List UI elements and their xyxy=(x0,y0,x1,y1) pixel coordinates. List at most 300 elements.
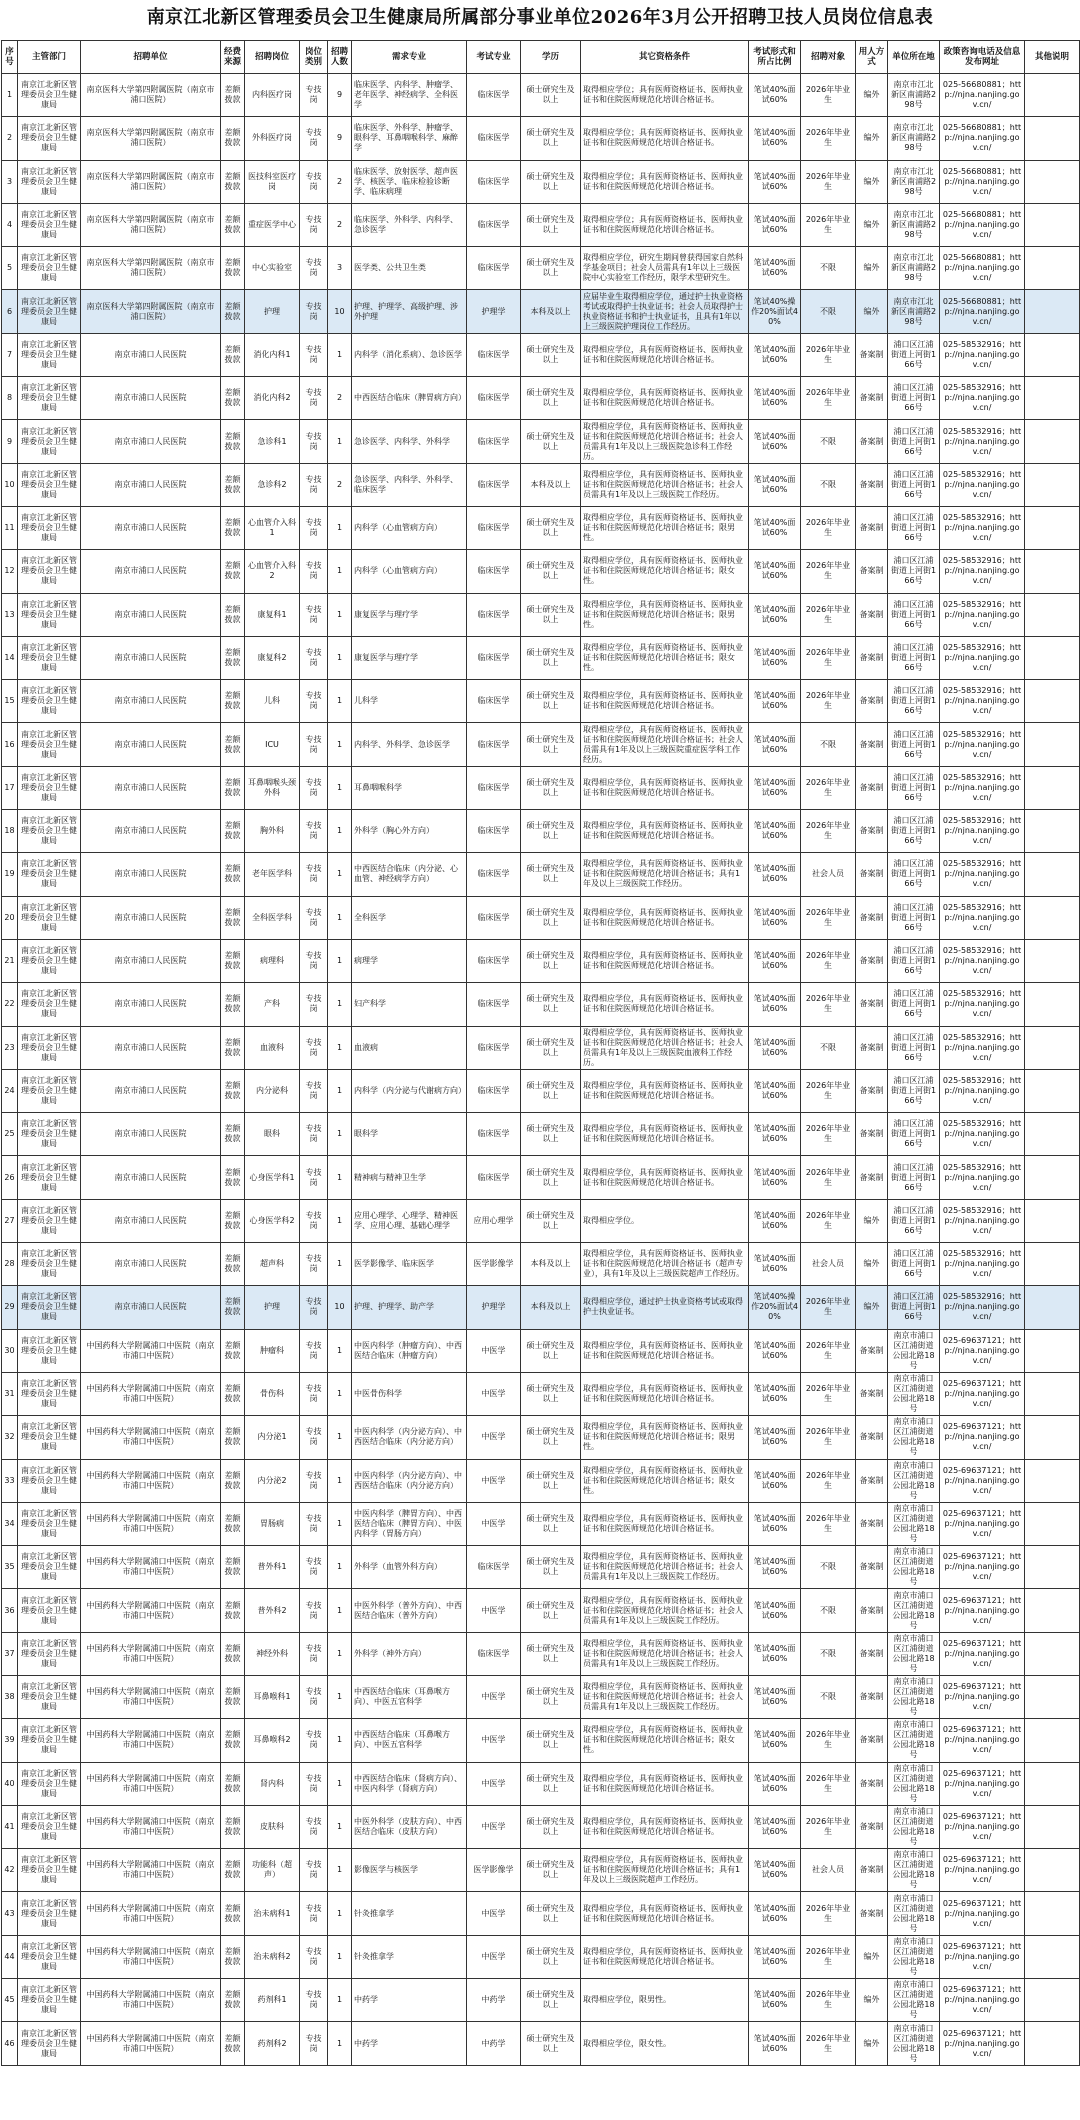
table-cell-col-department: 南京江北新区管理委员会卫生健康局 xyxy=(18,810,81,853)
table-row xyxy=(2,1069,1080,1112)
table-cell-col-location: 浦口区江浦街道上河街166号 xyxy=(888,1199,940,1242)
table-cell-col-index: 27 xyxy=(2,1199,18,1242)
table-cell-col-position: 外科医疗岗 xyxy=(245,117,300,160)
table-row xyxy=(2,593,1080,636)
table-cell-col-location: 南京市浦口区江浦街道公园北路18号 xyxy=(888,1502,940,1545)
table-cell-col-position: 治未病科1 xyxy=(245,1892,300,1935)
table-cell-col-index: 37 xyxy=(2,1632,18,1675)
table-cell-col-index: 40 xyxy=(2,1762,18,1805)
table-cell-col-employment: 备案制 xyxy=(856,1113,888,1156)
table-cell-col-index: 11 xyxy=(2,506,18,549)
table-cell-col-employment: 编外 xyxy=(856,1979,888,2022)
table-cell-col-exam-format: 笔试40%面试60% xyxy=(749,74,801,117)
table-header-col-target: 招聘对象 xyxy=(801,41,856,74)
table-cell-col-position: 儿科 xyxy=(245,680,300,723)
table-cell-col-major: 影像医学与核医学 xyxy=(352,1849,467,1892)
table-cell-col-count: 1 xyxy=(328,593,352,636)
table-cell-col-funding: 差额拨款 xyxy=(221,1979,245,2022)
table-cell-col-target: 2026年毕业生 xyxy=(801,1762,856,1805)
table-cell-col-count: 1 xyxy=(328,333,352,376)
table-cell-col-count: 1 xyxy=(328,1372,352,1415)
table-cell-col-exam-major: 临床医学 xyxy=(467,723,521,766)
table-row xyxy=(2,1849,1080,1892)
table-cell-col-index: 41 xyxy=(2,1805,18,1848)
table-cell-col-major: 中西医结合临床（内分泌、心血管、神经病学方向） xyxy=(352,853,467,896)
table-cell-col-position: 心身医学科1 xyxy=(245,1156,300,1199)
table-cell-col-unit: 中国药科大学附属浦口中医院（南京市浦口中医院） xyxy=(81,1762,221,1805)
table-cell-col-major: 中西医结合临床（耳鼻喉方向）、中医五官科学 xyxy=(352,1719,467,1762)
table-cell-col-education: 硕士研究生及以上 xyxy=(521,1416,581,1459)
table-cell-col-education: 本科及以上 xyxy=(521,290,581,333)
table-row xyxy=(2,680,1080,723)
table-cell-col-target: 不限 xyxy=(801,1546,856,1589)
table-cell-col-exam-major: 临床医学 xyxy=(467,1546,521,1589)
table-cell-col-location: 南京市江北新区南浦路298号 xyxy=(888,160,940,203)
table-cell-col-funding: 差额拨款 xyxy=(221,506,245,549)
table-cell-col-position-type: 专技岗 xyxy=(300,463,328,506)
table-cell-col-position-type: 专技岗 xyxy=(300,1546,328,1589)
table-cell-col-exam-major: 中医学 xyxy=(467,1805,521,1848)
table-cell-col-index: 10 xyxy=(2,463,18,506)
table-cell-col-qualifications: 应届毕业生取得相应学位，通过护士执业资格考试或取得护士执业证书；社会人员取得护士执业资格证书和护士执业证书，且具有1年以上三级医院护理岗位工作经历。 xyxy=(581,290,749,333)
table-row xyxy=(2,1675,1080,1718)
table-header-col-contact: 政策咨询电话及信息发布网址 xyxy=(940,41,1025,74)
table-cell-col-major: 急诊医学、内科学、外科学、临床医学 xyxy=(352,463,467,506)
table-cell-col-notes xyxy=(1025,203,1080,246)
table-cell-col-position-type: 专技岗 xyxy=(300,550,328,593)
table-row xyxy=(2,377,1080,420)
table-cell-col-funding: 差额拨款 xyxy=(221,117,245,160)
table-header-col-position: 招聘岗位 xyxy=(245,41,300,74)
table-cell-col-count: 1 xyxy=(328,636,352,679)
table-cell-col-education: 硕士研究生及以上 xyxy=(521,939,581,982)
table-cell-col-department: 南京江北新区管理委员会卫生健康局 xyxy=(18,939,81,982)
table-cell-col-qualifications: 取得相应学位，具有医师资格证书、医师执业证书和住院医师规范化培训合格证书；限男性。 xyxy=(581,593,749,636)
table-cell-col-education: 硕士研究生及以上 xyxy=(521,1069,581,1112)
table-cell-col-notes xyxy=(1025,1632,1080,1675)
table-cell-col-index: 44 xyxy=(2,1935,18,1978)
table-cell-col-count: 1 xyxy=(328,766,352,809)
table-cell-col-department: 南京江北新区管理委员会卫生健康局 xyxy=(18,1243,81,1286)
table-cell-col-position: 消化内科1 xyxy=(245,333,300,376)
table-cell-col-employment: 备案制 xyxy=(856,1372,888,1415)
table-cell-col-position-type: 专技岗 xyxy=(300,1589,328,1632)
table-cell-col-position: 心身医学科2 xyxy=(245,1199,300,1242)
table-cell-col-employment: 备案制 xyxy=(856,1416,888,1459)
table-cell-col-funding: 差额拨款 xyxy=(221,1762,245,1805)
table-cell-col-target: 社会人员 xyxy=(801,1243,856,1286)
table-row xyxy=(2,1329,1080,1372)
table-cell-col-education: 硕士研究生及以上 xyxy=(521,1719,581,1762)
table-cell-col-position: 血液科 xyxy=(245,1026,300,1069)
table-cell-col-position-type: 专技岗 xyxy=(300,1762,328,1805)
table-cell-col-contact: 025-69637121；http://njna.nanjing.gov.cn/ xyxy=(940,1416,1025,1459)
table-cell-col-notes xyxy=(1025,680,1080,723)
table-cell-col-employment: 备案制 xyxy=(856,1459,888,1502)
table-cell-col-position: 内分泌2 xyxy=(245,1459,300,1502)
table-cell-col-target: 2026年毕业生 xyxy=(801,74,856,117)
table-cell-col-unit: 南京市浦口人民医院 xyxy=(81,939,221,982)
table-cell-col-target: 2026年毕业生 xyxy=(801,1329,856,1372)
table-cell-col-exam-major: 临床医学 xyxy=(467,939,521,982)
table-cell-col-qualifications: 取得相应学位，具有医师资格证书、医师执业证书和住院医师规范化培训合格证书（超声专业），具有1年及以上三级医院超声工作经历。 xyxy=(581,1243,749,1286)
table-cell-col-notes xyxy=(1025,1156,1080,1199)
table-cell-col-contact: 025-58532916；http://njna.nanjing.gov.cn/ xyxy=(940,1113,1025,1156)
table-cell-col-department: 南京江北新区管理委员会卫生健康局 xyxy=(18,1892,81,1935)
table-cell-col-location: 南京市浦口区江浦街道公园北路18号 xyxy=(888,1719,940,1762)
table-cell-col-target: 不限 xyxy=(801,420,856,463)
table-cell-col-location: 南京市浦口区江浦街道公园北路18号 xyxy=(888,1762,940,1805)
table-cell-col-major: 中医内科学（肿瘤方向）、中西医结合临床（肿瘤方向） xyxy=(352,1329,467,1372)
table-cell-col-employment: 备案制 xyxy=(856,723,888,766)
table-cell-col-qualifications: 取得相应学位，具有医师资格证书、医师执业证书和住院医师规范化培训合格证书。 xyxy=(581,896,749,939)
table-cell-col-employment: 备案制 xyxy=(856,1156,888,1199)
table-cell-col-contact: 025-58532916；http://njna.nanjing.gov.cn/ xyxy=(940,636,1025,679)
table-cell-col-employment: 编外 xyxy=(856,1935,888,1978)
table-cell-col-notes xyxy=(1025,420,1080,463)
table-cell-col-education: 硕士研究生及以上 xyxy=(521,1935,581,1978)
table-cell-col-location: 浦口区江浦街道上河街166号 xyxy=(888,636,940,679)
table-row xyxy=(2,1372,1080,1415)
table-cell-col-count: 1 xyxy=(328,1502,352,1545)
table-cell-col-employment: 备案制 xyxy=(856,1805,888,1848)
table-cell-col-exam-format: 笔试40%面试60% xyxy=(749,2022,801,2065)
table-cell-col-major: 全科医学 xyxy=(352,896,467,939)
table-cell-col-exam-major: 临床医学 xyxy=(467,1632,521,1675)
table-cell-col-employment: 编外 xyxy=(856,247,888,290)
table-cell-col-notes xyxy=(1025,1892,1080,1935)
table-cell-col-target: 2026年毕业生 xyxy=(801,766,856,809)
table-cell-col-contact: 025-58532916；http://njna.nanjing.gov.cn/ xyxy=(940,377,1025,420)
table-header-col-department: 主管部门 xyxy=(18,41,81,74)
table-cell-col-unit: 南京市浦口人民医院 xyxy=(81,550,221,593)
table-cell-col-department: 南京江北新区管理委员会卫生健康局 xyxy=(18,853,81,896)
table-cell-col-unit: 中国药科大学附属浦口中医院（南京市浦口中医院） xyxy=(81,1935,221,1978)
table-cell-col-unit: 南京市浦口人民医院 xyxy=(81,810,221,853)
table-cell-col-count: 1 xyxy=(328,939,352,982)
table-cell-col-position: 重症医学中心 xyxy=(245,203,300,246)
table-cell-col-exam-format: 笔试40%面试60% xyxy=(749,593,801,636)
table-cell-col-unit: 南京市浦口人民医院 xyxy=(81,506,221,549)
table-cell-col-exam-format: 笔试40%面试60% xyxy=(749,1416,801,1459)
table-cell-col-education: 硕士研究生及以上 xyxy=(521,247,581,290)
table-cell-col-contact: 025-58532916；http://njna.nanjing.gov.cn/ xyxy=(940,766,1025,809)
table-cell-col-exam-format: 笔试40%面试60% xyxy=(749,377,801,420)
table-cell-col-exam-major: 中医学 xyxy=(467,1589,521,1632)
table-cell-col-contact: 025-58532916；http://njna.nanjing.gov.cn/ xyxy=(940,853,1025,896)
table-cell-col-education: 硕士研究生及以上 xyxy=(521,1372,581,1415)
table-cell-col-position-type: 专技岗 xyxy=(300,1286,328,1329)
table-cell-col-exam-major: 临床医学 xyxy=(467,983,521,1026)
table-cell-col-position: 心血管介入科1 xyxy=(245,506,300,549)
table-cell-col-position-type: 专技岗 xyxy=(300,1849,328,1892)
table-cell-col-department: 南京江北新区管理委员会卫生健康局 xyxy=(18,593,81,636)
table-cell-col-contact: 025-58532916；http://njna.nanjing.gov.cn/ xyxy=(940,1243,1025,1286)
table-cell-col-department: 南京江北新区管理委员会卫生健康局 xyxy=(18,1589,81,1632)
table-cell-col-qualifications: 取得相应学位，具有医师资格证书、医师执业证书和住院医师规范化培训合格证书；限女性。 xyxy=(581,550,749,593)
table-cell-col-index: 8 xyxy=(2,377,18,420)
table-cell-col-location: 南京市江北新区南浦路298号 xyxy=(888,117,940,160)
table-cell-col-location: 浦口区江浦街道上河街166号 xyxy=(888,1069,940,1112)
table-cell-col-target: 2026年毕业生 xyxy=(801,203,856,246)
table-cell-col-education: 硕士研究生及以上 xyxy=(521,1329,581,1372)
table-cell-col-major: 医学影像学、临床医学 xyxy=(352,1243,467,1286)
table-cell-col-employment: 备案制 xyxy=(856,766,888,809)
table-cell-col-education: 硕士研究生及以上 xyxy=(521,1892,581,1935)
table-cell-col-target: 2026年毕业生 xyxy=(801,1502,856,1545)
table-cell-col-department: 南京江北新区管理委员会卫生健康局 xyxy=(18,74,81,117)
table-cell-col-funding: 差额拨款 xyxy=(221,1026,245,1069)
table-cell-col-index: 32 xyxy=(2,1416,18,1459)
table-body xyxy=(2,74,1080,2066)
table-cell-col-count: 1 xyxy=(328,1979,352,2022)
table-cell-col-funding: 差额拨款 xyxy=(221,853,245,896)
table-cell-col-notes xyxy=(1025,983,1080,1026)
table-cell-col-employment: 编外 xyxy=(856,203,888,246)
table-cell-col-unit: 南京市浦口人民医院 xyxy=(81,1113,221,1156)
table-cell-col-employment: 编外 xyxy=(856,290,888,333)
table-cell-col-major: 护理、护理学、助产学 xyxy=(352,1286,467,1329)
table-cell-col-count: 1 xyxy=(328,1892,352,1935)
table-cell-col-position: ICU xyxy=(245,723,300,766)
table-cell-col-unit: 南京市浦口人民医院 xyxy=(81,463,221,506)
table-cell-col-exam-format: 笔试40%面试60% xyxy=(749,636,801,679)
table-cell-col-position: 急诊科2 xyxy=(245,463,300,506)
table-cell-col-department: 南京江北新区管理委员会卫生健康局 xyxy=(18,1199,81,1242)
table-cell-col-exam-format: 笔试40%面试60% xyxy=(749,1805,801,1848)
table-cell-col-position-type: 专技岗 xyxy=(300,853,328,896)
table-cell-col-position: 胃肠病 xyxy=(245,1502,300,1545)
table-cell-col-count: 1 xyxy=(328,2022,352,2065)
table-cell-col-unit: 中国药科大学附属浦口中医院（南京市浦口中医院） xyxy=(81,2022,221,2065)
table-cell-col-location: 浦口区江浦街道上河街166号 xyxy=(888,939,940,982)
table-cell-col-unit: 南京医科大学第四附属医院（南京市浦口医院） xyxy=(81,247,221,290)
table-cell-col-notes xyxy=(1025,1935,1080,1978)
table-cell-col-major: 中医内科学（内分泌方向）、中西医结合临床（内分泌方向） xyxy=(352,1459,467,1502)
table-cell-col-department: 南京江北新区管理委员会卫生健康局 xyxy=(18,1329,81,1372)
table-cell-col-funding: 差额拨款 xyxy=(221,636,245,679)
table-cell-col-employment: 备案制 xyxy=(856,506,888,549)
table-cell-col-position: 护理 xyxy=(245,1286,300,1329)
table-cell-col-index: 42 xyxy=(2,1849,18,1892)
table-cell-col-employment: 编外 xyxy=(856,160,888,203)
table-cell-col-unit: 中国药科大学附属浦口中医院（南京市浦口中医院） xyxy=(81,1502,221,1545)
table-cell-col-education: 硕士研究生及以上 xyxy=(521,1156,581,1199)
table-cell-col-location: 南京市浦口区江浦街道公园北路18号 xyxy=(888,1892,940,1935)
table-cell-col-location: 浦口区江浦街道上河街166号 xyxy=(888,1243,940,1286)
table-cell-col-target: 不限 xyxy=(801,463,856,506)
table-cell-col-education: 硕士研究生及以上 xyxy=(521,853,581,896)
table-cell-col-department: 南京江北新区管理委员会卫生健康局 xyxy=(18,333,81,376)
table-cell-col-target: 2026年毕业生 xyxy=(801,117,856,160)
table-cell-col-funding: 差额拨款 xyxy=(221,1459,245,1502)
table-cell-col-employment: 备案制 xyxy=(856,810,888,853)
table-cell-col-index: 25 xyxy=(2,1113,18,1156)
table-cell-col-employment: 备案制 xyxy=(856,1026,888,1069)
table-cell-col-position: 普外科2 xyxy=(245,1589,300,1632)
table-cell-col-employment: 备案制 xyxy=(856,420,888,463)
table-cell-col-exam-format: 笔试40%面试60% xyxy=(749,247,801,290)
table-row xyxy=(2,247,1080,290)
table-cell-col-location: 浦口区江浦街道上河街166号 xyxy=(888,766,940,809)
table-cell-col-major: 精神病与精神卫生学 xyxy=(352,1156,467,1199)
table-cell-col-notes xyxy=(1025,377,1080,420)
table-cell-col-qualifications: 取得相应学位；具有医师资格证书、医师执业证书和住院医师规范化培训合格证书。 xyxy=(581,160,749,203)
table-cell-col-education: 本科及以上 xyxy=(521,1243,581,1286)
table-cell-col-major: 针灸推拿学 xyxy=(352,1892,467,1935)
table-cell-col-target: 2026年毕业生 xyxy=(801,1199,856,1242)
table-cell-col-qualifications: 取得相应学位，具有医师资格证书、医师执业证书和住院医师规范化培训合格证书。 xyxy=(581,333,749,376)
table-cell-col-exam-format: 笔试40%面试60% xyxy=(749,203,801,246)
table-cell-col-index: 9 xyxy=(2,420,18,463)
table-cell-col-qualifications: 取得相应学位，具有医师资格证书、医师执业证书和住院医师规范化培训合格证书；限女性。 xyxy=(581,1459,749,1502)
table-cell-col-contact: 025-69637121；http://njna.nanjing.gov.cn/ xyxy=(940,1935,1025,1978)
table-cell-col-index: 2 xyxy=(2,117,18,160)
table-cell-col-notes xyxy=(1025,1502,1080,1545)
table-cell-col-position-type: 专技岗 xyxy=(300,1459,328,1502)
table-cell-col-unit: 中国药科大学附属浦口中医院（南京市浦口中医院） xyxy=(81,1372,221,1415)
table-cell-col-exam-major: 临床医学 xyxy=(467,1069,521,1112)
table-cell-col-notes xyxy=(1025,1113,1080,1156)
table-cell-col-education: 硕士研究生及以上 xyxy=(521,1589,581,1632)
table-cell-col-employment: 编外 xyxy=(856,1243,888,1286)
table-cell-col-contact: 025-69637121；http://njna.nanjing.gov.cn/ xyxy=(940,1719,1025,1762)
table-cell-col-exam-format: 笔试40%面试60% xyxy=(749,766,801,809)
table-cell-col-count: 1 xyxy=(328,853,352,896)
table-cell-col-contact: 025-58532916；http://njna.nanjing.gov.cn/ xyxy=(940,1026,1025,1069)
table-cell-col-index: 14 xyxy=(2,636,18,679)
table-cell-col-position: 胸外科 xyxy=(245,810,300,853)
table-cell-col-qualifications: 取得相应学位；具有医师资格证书、医师执业证书和住院医师规范化培训合格证书。 xyxy=(581,117,749,160)
table-cell-col-employment: 备案制 xyxy=(856,853,888,896)
table-cell-col-position-type: 专技岗 xyxy=(300,377,328,420)
table-cell-col-contact: 025-69637121；http://njna.nanjing.gov.cn/ xyxy=(940,1675,1025,1718)
table-cell-col-notes xyxy=(1025,117,1080,160)
table-cell-col-location: 浦口区江浦街道上河街166号 xyxy=(888,853,940,896)
table-cell-col-exam-format: 笔试40%操作20%面试40% xyxy=(749,290,801,333)
table-cell-col-major: 内科学（心血管病方向） xyxy=(352,506,467,549)
table-cell-col-exam-major: 中药学 xyxy=(467,2022,521,2065)
table-cell-col-location: 南京市浦口区江浦街道公园北路18号 xyxy=(888,1979,940,2022)
table-cell-col-funding: 差额拨款 xyxy=(221,377,245,420)
table-cell-col-position: 神经外科 xyxy=(245,1632,300,1675)
table-cell-col-exam-format: 笔试40%面试60% xyxy=(749,333,801,376)
table-cell-col-location: 南京市浦口区江浦街道公园北路18号 xyxy=(888,2022,940,2065)
table-row xyxy=(2,1589,1080,1632)
table-cell-col-education: 硕士研究生及以上 xyxy=(521,1199,581,1242)
table-cell-col-qualifications: 取得相应学位，具有医师资格证书、医师执业证书和住院医师规范化培训合格证书；限男性。 xyxy=(581,1416,749,1459)
table-cell-col-unit: 南京市浦口人民医院 xyxy=(81,1243,221,1286)
table-cell-col-exam-major: 临床医学 xyxy=(467,1156,521,1199)
table-cell-col-qualifications: 取得相应学位，具有医师资格证书、医师执业证书和住院医师规范化培训合格证书。 xyxy=(581,810,749,853)
table-cell-col-exam-format: 笔试40%面试60% xyxy=(749,896,801,939)
table-cell-col-notes xyxy=(1025,1286,1080,1329)
table-cell-col-exam-major: 中药学 xyxy=(467,1979,521,2022)
table-cell-col-index: 36 xyxy=(2,1589,18,1632)
table-cell-col-position: 医技科室医疗岗 xyxy=(245,160,300,203)
table-cell-col-position: 老年医学科 xyxy=(245,853,300,896)
table-header-col-major: 需求专业 xyxy=(352,41,467,74)
table-row xyxy=(2,117,1080,160)
table-cell-col-funding: 差额拨款 xyxy=(221,766,245,809)
table-cell-col-department: 南京江北新区管理委员会卫生健康局 xyxy=(18,1069,81,1112)
table-cell-col-department: 南京江北新区管理委员会卫生健康局 xyxy=(18,1979,81,2022)
table-row xyxy=(2,853,1080,896)
table-cell-col-count: 2 xyxy=(328,160,352,203)
table-row xyxy=(2,896,1080,939)
table-cell-col-major: 中西医结合临床（肾病方向）、中医内科学（肾病方向） xyxy=(352,1762,467,1805)
table-cell-col-position-type: 专技岗 xyxy=(300,420,328,463)
table-row xyxy=(2,939,1080,982)
table-cell-col-position: 急诊科1 xyxy=(245,420,300,463)
table-cell-col-location: 浦口区江浦街道上河街166号 xyxy=(888,983,940,1026)
table-cell-col-position: 皮肤科 xyxy=(245,1805,300,1848)
table-cell-col-education: 硕士研究生及以上 xyxy=(521,333,581,376)
table-cell-col-education: 硕士研究生及以上 xyxy=(521,723,581,766)
table-cell-col-location: 南京市浦口区江浦街道公园北路18号 xyxy=(888,1546,940,1589)
table-cell-col-count: 1 xyxy=(328,983,352,1026)
table-cell-col-position-type: 专技岗 xyxy=(300,1156,328,1199)
table-cell-col-index: 12 xyxy=(2,550,18,593)
table-cell-col-major: 护理、护理学、高级护理、涉外护理 xyxy=(352,290,467,333)
table-cell-col-qualifications: 取得相应学位，具有医师资格证书、医师执业证书和住院医师规范化培训合格证书。 xyxy=(581,1113,749,1156)
table-cell-col-department: 南京江北新区管理委员会卫生健康局 xyxy=(18,1546,81,1589)
table-cell-col-position-type: 专技岗 xyxy=(300,160,328,203)
table-cell-col-major: 应用心理学、心理学、精神医学、应用心理、基础心理学 xyxy=(352,1199,467,1242)
table-cell-col-exam-format: 笔试40%面试60% xyxy=(749,1026,801,1069)
table-cell-col-contact: 025-58532916；http://njna.nanjing.gov.cn/ xyxy=(940,550,1025,593)
table-cell-col-major: 临床医学、内科学、肿瘤学、老年医学、神经病学、全科医学 xyxy=(352,74,467,117)
table-cell-col-exam-major: 临床医学 xyxy=(467,117,521,160)
table-cell-col-exam-format: 笔试40%面试60% xyxy=(749,680,801,723)
table-row xyxy=(2,1979,1080,2022)
table-cell-col-employment: 备案制 xyxy=(856,377,888,420)
table-cell-col-unit: 南京市浦口人民医院 xyxy=(81,333,221,376)
table-cell-col-funding: 差额拨款 xyxy=(221,1069,245,1112)
table-cell-col-target: 2026年毕业生 xyxy=(801,1069,856,1112)
table-cell-col-notes xyxy=(1025,160,1080,203)
table-cell-col-exam-format: 笔试40%面试60% xyxy=(749,1762,801,1805)
table-cell-col-qualifications: 取得相应学位，具有医师资格证书、医师执业证书和住院医师规范化培训合格证书；社会人员需具有1年及以上三级医院重症医学科工作经历。 xyxy=(581,723,749,766)
table-cell-col-unit: 南京医科大学第四附属医院（南京市浦口医院） xyxy=(81,203,221,246)
table-cell-col-target: 不限 xyxy=(801,290,856,333)
table-cell-col-exam-major: 临床医学 xyxy=(467,1113,521,1156)
table-cell-col-contact: 025-58532916；http://njna.nanjing.gov.cn/ xyxy=(940,1199,1025,1242)
table-cell-col-notes xyxy=(1025,506,1080,549)
table-cell-col-count: 1 xyxy=(328,1675,352,1718)
table-cell-col-major: 内科学（内分泌与代谢病方向） xyxy=(352,1069,467,1112)
table-cell-col-exam-format: 笔试40%面试60% xyxy=(749,723,801,766)
table-cell-col-major: 急诊医学、内科学、外科学 xyxy=(352,420,467,463)
table-cell-col-funding: 差额拨款 xyxy=(221,1113,245,1156)
table-cell-col-department: 南京江北新区管理委员会卫生健康局 xyxy=(18,463,81,506)
table-cell-col-employment: 编外 xyxy=(856,1286,888,1329)
table-cell-col-funding: 差额拨款 xyxy=(221,1632,245,1675)
table-cell-col-education: 硕士研究生及以上 xyxy=(521,160,581,203)
table-cell-col-qualifications: 取得相应学位，具有医师资格证书、医师执业证书和住院医师规范化培训合格证书；具有1年及以上三级医院超声工作经历。 xyxy=(581,1849,749,1892)
table-cell-col-major: 中西医结合临床（脾胃病方向） xyxy=(352,377,467,420)
table-cell-col-education: 硕士研究生及以上 xyxy=(521,1502,581,1545)
table-cell-col-education: 本科及以上 xyxy=(521,1286,581,1329)
table-cell-col-department: 南京江北新区管理委员会卫生健康局 xyxy=(18,1719,81,1762)
table-cell-col-contact: 025-58532916；http://njna.nanjing.gov.cn/ xyxy=(940,593,1025,636)
table-cell-col-position: 骨伤科 xyxy=(245,1372,300,1415)
table-cell-col-exam-major: 临床医学 xyxy=(467,247,521,290)
table-cell-col-count: 1 xyxy=(328,506,352,549)
table-cell-col-funding: 差额拨款 xyxy=(221,74,245,117)
table-cell-col-exam-major: 临床医学 xyxy=(467,463,521,506)
table-cell-col-exam-format: 笔试40%面试60% xyxy=(749,160,801,203)
